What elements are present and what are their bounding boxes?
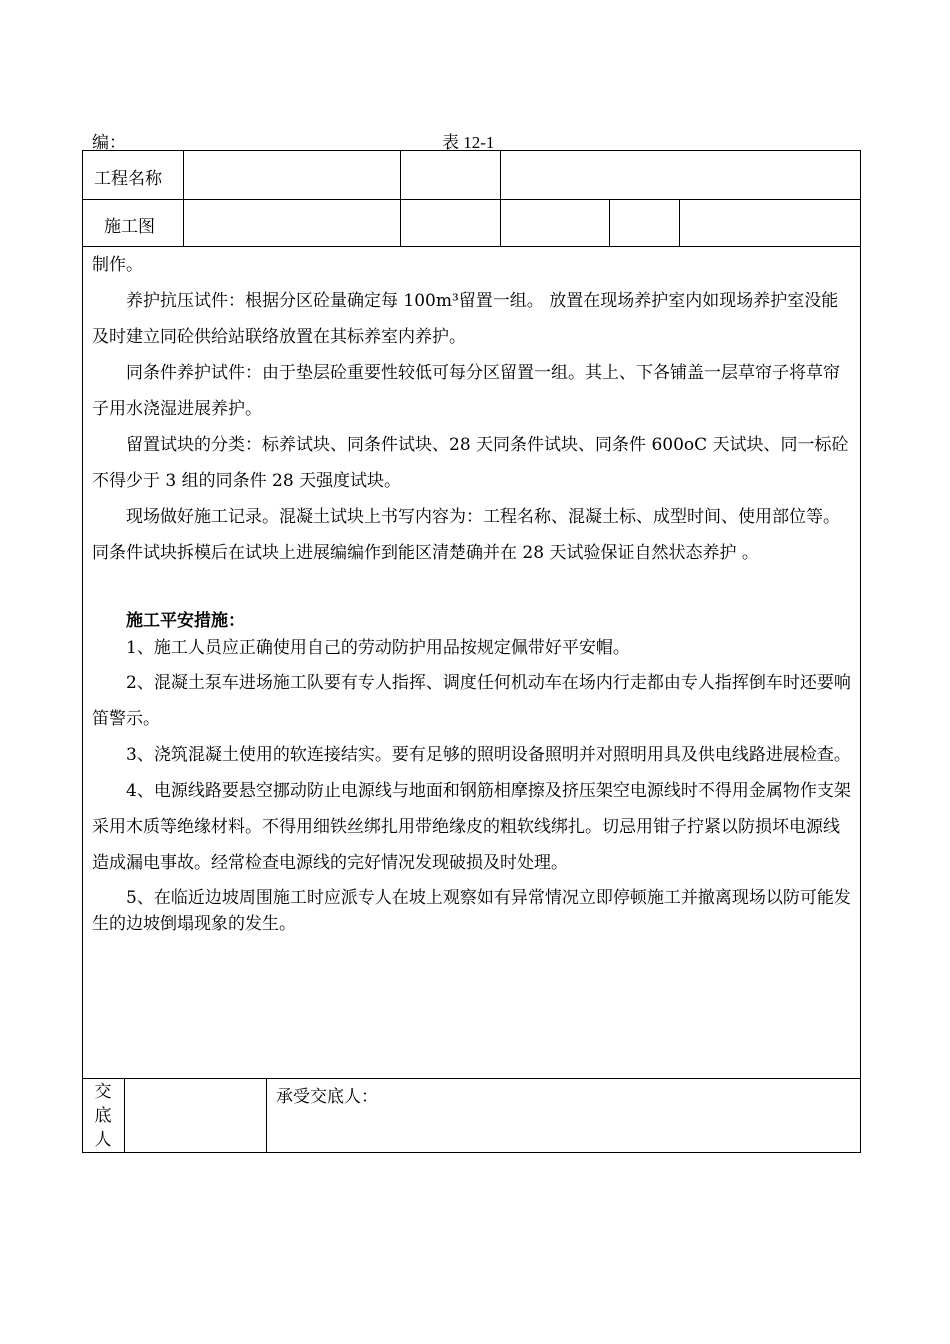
- paragraph-same-condition: 同条件养护试件：由于垫层砼重要性较低可每分区留置一组。其上、下各铺盖一层草帘子将草帘子用水浇湿进展养护。: [92, 363, 840, 419]
- safety-heading: 施工平安措施：: [126, 611, 245, 631]
- safety-item: 4、电源线路要悬空挪动防止电源线与地面和钢筋相摩擦及挤压架空电源线时不得用金属物作支架采用木质等绝缘材料。不得用细铁丝绑扎用带绝缘皮的粗软线绑扎。切忌用钳子拧紧以防损坏电源线造成漏电事故。经常检查电源线的完好情况发现破损及时处理。: [92, 781, 851, 873]
- safety-item: 1、施工人员应正确使用自己的劳动防护用品按规定佩带好平安帽。: [126, 638, 630, 658]
- paragraph-curing: 养护抗压试件：根据分区砼量确定每 100m³留置一组。 放置在现场养护室内如现场养护室没能及时建立同砼供给站联络放置在其标养室内养护。: [92, 291, 839, 347]
- paragraph-records: 现场做好施工记录。混凝土试块上书写内容为：工程名称、混凝土标、成型时间、使用部位等。同条件试块拆模后在试块上进展编编作到能区清楚确并在 28 天试验保证自然状态养护 。: [92, 507, 840, 563]
- col-divider-4: [609, 199, 610, 246]
- col-divider-label: [183, 150, 184, 246]
- col-divider-5: [679, 199, 680, 246]
- continued-line: 制作。: [92, 255, 143, 275]
- paragraph-classification: 留置试块的分类：标养试块、同条件试块、28 天同条件试块、同条件 600oC 天试块、同一标砼不得少于 3 组的同条件 28 天强度试块。: [92, 435, 849, 491]
- footer-divider: [82, 1078, 861, 1079]
- table-number: 表 12-1: [442, 133, 495, 152]
- col-divider-3: [500, 150, 501, 246]
- safety-item: 3、浇筑混凝土使用的软连接结实。要有足够的照明设备照明并对照明用具及供电线路进展检查。: [126, 745, 851, 765]
- footer-col-1: [124, 1078, 125, 1153]
- content-section: [92, 247, 854, 571]
- discloser-label: [82, 1080, 124, 1152]
- discloser-char: 人: [94, 1130, 112, 1150]
- drawing-label: 施工图: [104, 217, 155, 237]
- project-name-label: 工程名称: [94, 169, 162, 189]
- doc-number-label: 编：: [92, 133, 126, 153]
- discloser-char: 底: [94, 1106, 112, 1126]
- footer-col-2: [266, 1078, 267, 1153]
- safety-section: [92, 607, 854, 937]
- safety-item: 5、在临近边坡周围施工时应派专人在坡上观察如有异常情况立即停顿施工并撤离现场以防可能发生的边坡倒塌现象的发生。: [92, 888, 851, 934]
- receiver-label: 承受交底人：: [276, 1087, 378, 1107]
- row-divider-1: [82, 199, 861, 200]
- col-divider-2: [400, 150, 401, 246]
- discloser-char: 交: [94, 1082, 112, 1102]
- safety-item: 2、混凝土泵车进场施工队要有专人指挥、调度任何机动车在场内行走都由专人指挥倒车时还要响笛警示。: [92, 673, 851, 729]
